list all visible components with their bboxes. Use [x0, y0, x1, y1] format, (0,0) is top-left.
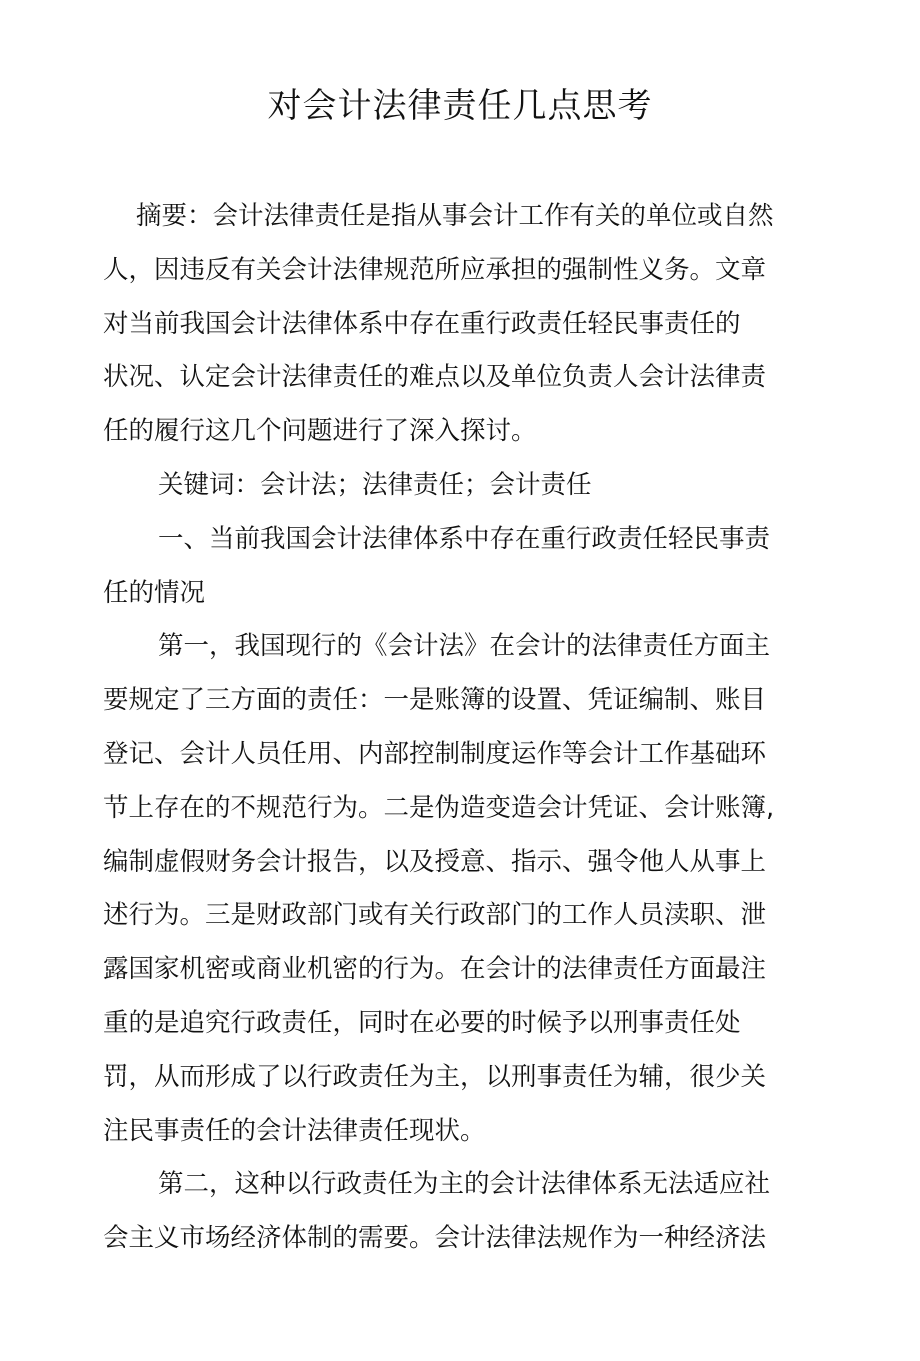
paragraph-second-start: 第二，这种以行政责任为主的会计法律体系无法适应社 [158, 1169, 771, 1200]
text-line: 罚，从而形成了以行政责任为主，以刑事责任为辅，很少关 [103, 1061, 767, 1092]
text-line: 要规定了三方面的责任：一是账簿的设置、凭证编制、账目 [103, 685, 767, 716]
document-body [103, 190, 783, 1266]
text-line: 状况、认定会计法律责任的难点以及单位负责人会计法律责 [103, 362, 767, 393]
text-line: 露国家机密或商业机密的行为。在会计的法律责任方面最注 [103, 954, 767, 985]
text-line-keywords: 关键词：会计法；法律责任；会计责任 [158, 469, 592, 500]
section-heading-1: 一、当前我国会计法律体系中存在重行政责任轻民事责 [158, 523, 771, 554]
text-line: 编制虚假财务会计报告，以及授意、指示、强令他人从事上 [103, 846, 767, 877]
text-line: 节上存在的不规范行为。二是伪造变造会计凭证、会计账簿, [103, 792, 775, 823]
section-heading-1-cont: 任的情况 [103, 577, 206, 608]
text-line: 述行为。三是财政部门或有关行政部门的工作人员渎职、泄 [103, 900, 767, 931]
document-title: 对会计法律责任几点思考 [267, 86, 653, 126]
text-line: 登记、会计人员任用、内部控制制度运作等会计工作基础环 [103, 738, 767, 769]
text-line: 重的是追究行政责任，同时在必要的时候予以刑事责任处 [103, 1007, 741, 1038]
text-line: 注民事责任的会计法律责任现状。 [103, 1115, 486, 1146]
text-line: 人，因违反有关会计法律规范所应承担的强制性义务。文章 [103, 254, 767, 285]
text-line-abstract: 摘要：会计法律责任是指从事会计工作有关的单位或自然 [136, 201, 774, 231]
text-line: 会主义市场经济体制的需要。会计法律法规作为一种经济法 [103, 1223, 767, 1254]
text-line: 任的履行这几个问题进行了深入探讨。 [103, 416, 537, 447]
text-line: 对当前我国会计法律体系中存在重行政责任轻民事责任的 [103, 308, 741, 339]
paragraph-first-start: 第一，我国现行的《会计法》在会计的法律责任方面主 [158, 631, 771, 662]
